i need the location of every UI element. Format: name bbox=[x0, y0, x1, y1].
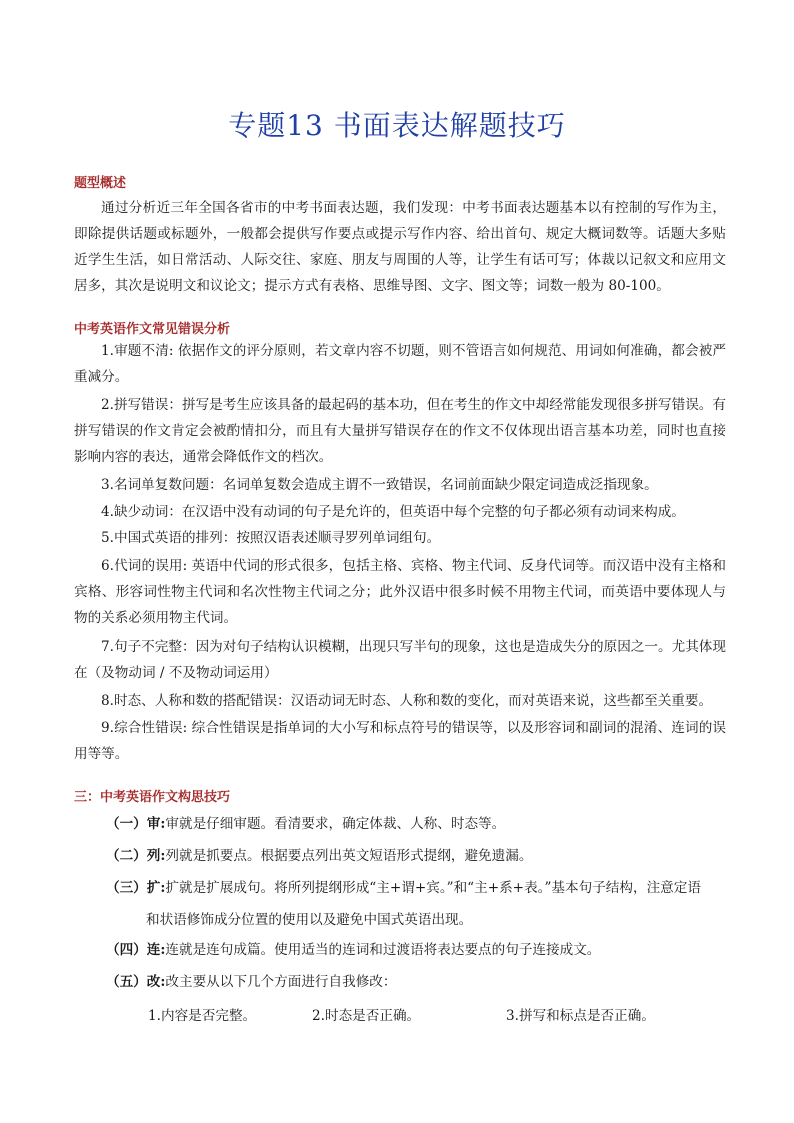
checklist-item: 2.时态是否正确。 bbox=[312, 1008, 421, 1024]
skill-step-key: （五）改: bbox=[106, 974, 166, 990]
error-item: 3.名词单复数问题：名词单复数会造成主谓不一致错误，名词前面缺少限定词造成泛指现象。 bbox=[101, 477, 658, 493]
error-item: 2.拼写错误：拼写是考生应该具备的最起码的基本功，但在考生的作文中却经常能发现很多拼写错误。有拼写错误的作文肯定会被酌情扣分，而且有大量拼写错误存在的作文不仅体现出语言基本功差，同时也直接影响内容的表达，通常会降低作文的档次。 bbox=[74, 397, 726, 465]
error-item: 1.审题不清: 依据作文的评分原则，若文章内容不切题，则不管语言如何规范、用词如何准确，都会被严重减分。 bbox=[74, 343, 726, 385]
section-heading-skills: 三：中考英语作文构思技巧 bbox=[74, 790, 231, 805]
section-heading-errors: 中考英语作文常见错误分析 bbox=[74, 322, 231, 337]
checklist-item: 1.内容是否完整。 bbox=[148, 1008, 257, 1024]
skill-step-key: （一）审: bbox=[106, 816, 166, 832]
skill-step bbox=[106, 937, 726, 963]
skill-step-text: 审就是仔细审题。看清要求，确定体裁、人称、时态等。 bbox=[165, 816, 506, 832]
error-item: 8.时态、人称和数的搭配错误：汉语动词无时态、人称和数的变化，而对英语来说，这些都至关重要。 bbox=[101, 693, 713, 709]
skill-step bbox=[106, 969, 726, 995]
skill-step-key: （四）连: bbox=[106, 942, 166, 958]
skill-step-text: 改主要从以下几个方面进行自我修改： bbox=[165, 974, 397, 990]
page-title: 专题13 书面表达解题技巧 bbox=[228, 109, 566, 142]
error-item: 4.缺少动词：在汉语中没有动词的句子是允许的，但英语中每个完整的句子都必须有动词来构成。 bbox=[101, 504, 685, 520]
checklist-item: 3.拼写和标点是否正确。 bbox=[506, 1008, 655, 1024]
skill-step-text: 扩就是扩展成句。将所列提纲形成“主+谓+宾。”和“主+系+表。”基本句子结构，注意定语 bbox=[165, 880, 701, 896]
skill-step bbox=[106, 843, 726, 869]
skill-step-continuation: 和状语修饰成分位置的使用以及避免中国式英语出现。 bbox=[146, 912, 473, 928]
error-item: 6.代词的误用: 英语中代词的形式很多，包括主格、宾格、物主代词、反身代词等。而汉语中没有主格和宾格、形容词性物主代词和名次性物主代词之分；此外汉语中很多时候不用物主代词，而英语中要体现人与物的关系必须用物主代词。 bbox=[74, 558, 726, 626]
skill-step-text: 列就是抓要点。根据要点列出英文短语形式提纲，避免遗漏。 bbox=[165, 848, 533, 864]
error-item: 7.句子不完整：因为对句子结构认识模糊，出现只写半句的现象，这也是造成失分的原因之一。尤其体现在（及物动词 / 不及物动词运用） bbox=[74, 639, 726, 681]
skill-step-key: （二）列: bbox=[106, 848, 166, 864]
skill-step bbox=[106, 875, 726, 933]
skill-step-text: 连就是连句成篇。使用适当的连词和过渡语将表达要点的句子连接成文。 bbox=[165, 942, 601, 958]
skill-step-key: （三）扩: bbox=[106, 880, 166, 896]
overview-paragraph: 通过分析近三年全国各省市的中考书面表达题，我们发现：中考书面表达题基本以有控制的写作为主，即除提供话题或标题外，一般都会提供写作要点或提示写作内容、给出首句、规定大概词数等。话题大多贴近学生生活，如日常活动、人际交往、家庭、朋友与周围的人等，让学生有话可写；体裁以记叙文和应用文居多，其次是说明文和议论文；提示方式有表格、思维导图、文字、图文等；词数一般为 80-100。 bbox=[74, 200, 726, 294]
section-heading-overview: 题型概述 bbox=[74, 176, 127, 191]
skill-step bbox=[106, 811, 726, 837]
error-item: 5.中国式英语的排列：按照汉语表述顺寻罗列单词组句。 bbox=[101, 530, 441, 546]
error-item: 9.综合性错误: 综合性错误是指单词的大小写和标点符号的错误等，以及形容词和副词的混淆、连词的误用等等。 bbox=[74, 720, 726, 762]
